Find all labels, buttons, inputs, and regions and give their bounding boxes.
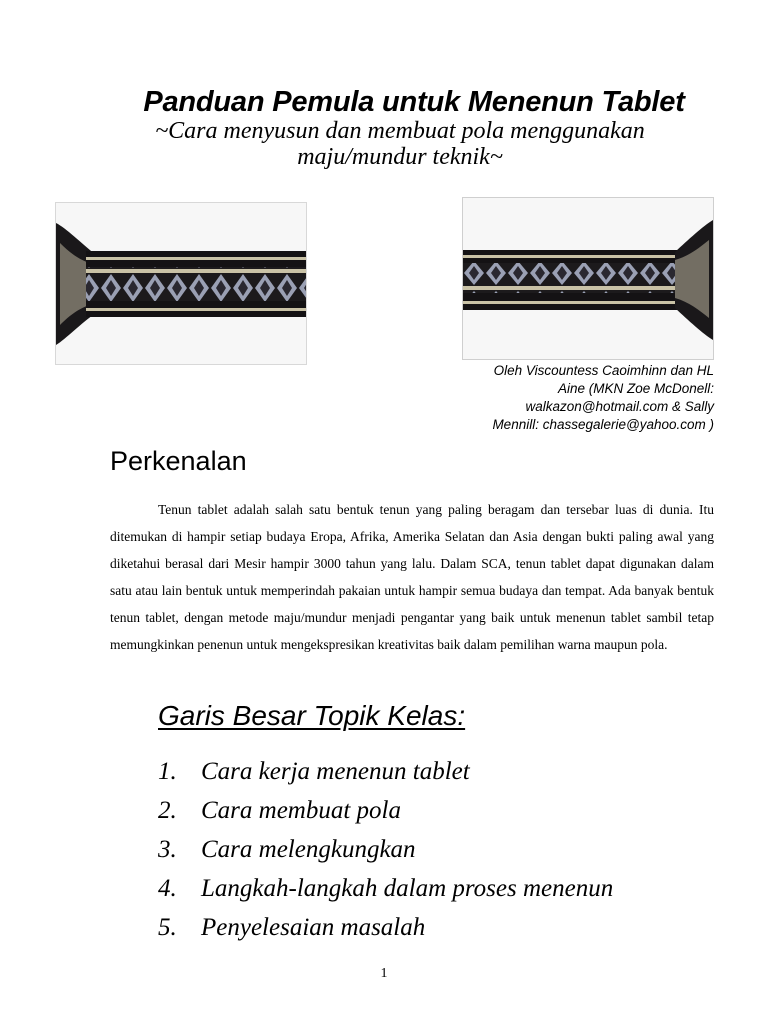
list-item-text: Cara membuat pola [201,796,401,824]
list-item-number: 2. [158,796,177,824]
list-item-number: 1. [158,757,177,785]
intro-heading: Perkenalan [110,446,247,476]
list-item [158,752,718,791]
author-credit [452,362,714,434]
outline-heading: Garis Besar Topik Kelas: [158,700,466,731]
woven-band-photo-left [55,202,307,365]
list-item-number: 4. [158,874,177,902]
list-item [158,869,718,908]
author-line: Mennill: chassegalerie@yahoo.com ) [492,417,714,432]
list-item [158,791,718,830]
woven-band-illustration-right [463,198,713,359]
woven-band-photo-right [462,197,714,360]
author-line: Aine (MKN Zoe McDonell: [557,381,714,396]
intro-paragraph: Tenun tablet adalah salah satu bentuk tenun yang paling beragam dan tersebar luas di dunia. Itu ditemukan di hampir setiap budaya Eropa, Afrika, Amerika Selatan dan Asia dengan bukti paling awal yang diketahui berasal dari Mesir hampir 3000 tahun yang lalu. Dalam SCA, tenun tablet dapat digunakan dalam satu atau lain bentuk untuk memperindah pakaian untuk hampir semua budaya dan tempat. Ada banyak bentuk tenun tablet, dengan metode maju/mundur menjadi pengantar yang baik untuk menenun tablet sambil tetap memungkinkan penenun untuk mengekspresikan kreativitas baik dalam pemilihan warna maupun pola. [110,502,714,652]
woven-band-illustration-left [56,203,306,364]
list-item-number: 5. [158,913,177,941]
list-item-text: Cara melengkungkan [201,835,416,863]
list-item-number: 3. [158,835,177,863]
list-item-text: Langkah-langkah dalam proses menenun [201,874,614,902]
list-item [158,830,718,869]
list-item-text: Cara kerja menenun tablet [201,757,470,785]
topic-list [158,752,718,947]
author-line: Oleh Viscountess Caoimhinn dan HL [493,363,714,378]
document-title: Panduan Pemula untuk Menenun Tablet [143,86,685,118]
author-line: walkazon@hotmail.com & Sally [525,399,714,414]
page-number: 1 [380,966,388,981]
list-item-text: Penyelesaian masalah [201,913,426,941]
document-subtitle: ~Cara menyusun dan membuat pola menggunakan maju/mundur teknik~ [155,118,645,170]
list-item [158,908,718,947]
